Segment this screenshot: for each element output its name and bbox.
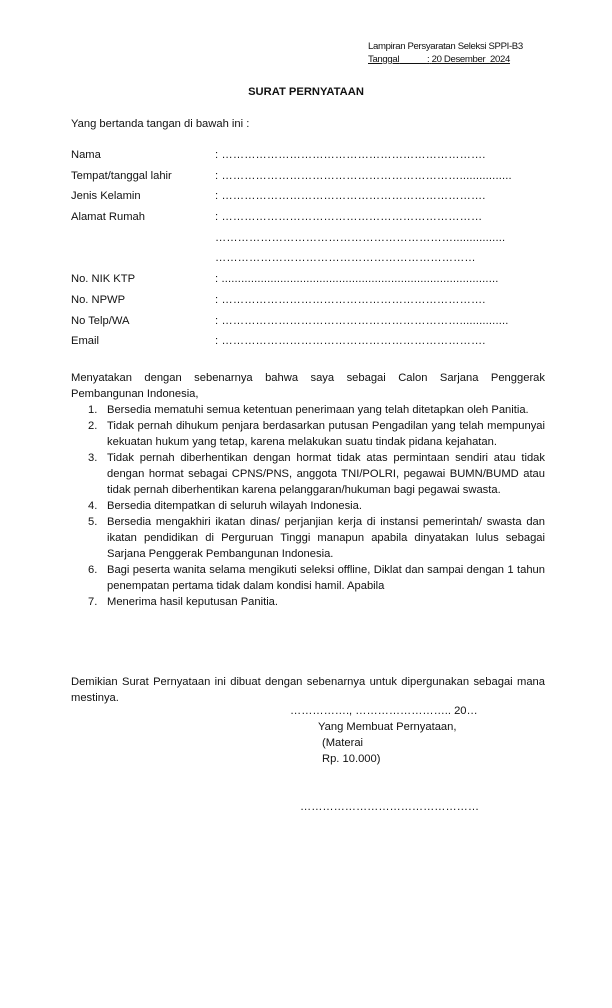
stamp-label-line1: (Materai bbox=[322, 737, 364, 749]
date-line bbox=[368, 53, 523, 66]
list-number: 4. bbox=[88, 500, 98, 512]
list-text: Menerima hasil keputusan Panitia. bbox=[107, 596, 279, 608]
list-item bbox=[88, 562, 545, 594]
field-blank: : ……………………………………………………………. bbox=[215, 149, 486, 161]
field-label: No Telp/WA bbox=[71, 314, 130, 327]
place-date-line: ……………., …………………….. 20… bbox=[290, 705, 478, 717]
list-number: 5. bbox=[88, 516, 98, 528]
field-label: Nama bbox=[71, 149, 101, 161]
closing-text: Demikian Surat Pernyataan ini dibuat dengan sebenarnya untuk dipergunakan sebagai mana mestinya. bbox=[71, 676, 545, 704]
list-text: Bersedia ditempatkan di seluruh wilayah Indonesia. bbox=[107, 500, 362, 512]
stamp-label-line2: Rp. 10.000) bbox=[322, 753, 381, 765]
field-blank: …………………………………………………………… bbox=[215, 252, 476, 265]
statement-intro: Menyatakan dengan sebenarnya bahwa saya sebagai Calon Sarjana Penggerak Pembangunan Indonesia, bbox=[71, 372, 545, 400]
list-item bbox=[88, 594, 545, 610]
field-blank: ………………………………………………………................ bbox=[215, 231, 506, 244]
list-item bbox=[88, 418, 545, 450]
attachment-label: Lampiran Persyaratan Seleksi SPPI-B3 bbox=[368, 41, 523, 52]
field-blank: : ..................................................................................... bbox=[215, 273, 499, 286]
field-label: Email bbox=[71, 335, 99, 348]
list-item bbox=[88, 450, 545, 498]
list-number: 7. bbox=[88, 596, 98, 608]
intro-text: Yang bertanda tangan di bawah ini : bbox=[71, 118, 250, 130]
field-blank: : ………………………………………………………............... bbox=[215, 314, 509, 327]
date-value: 20 Desember 2024 bbox=[431, 54, 510, 65]
list-number: 3. bbox=[88, 452, 98, 464]
field-blank: : ……………………………………………………………. bbox=[215, 335, 486, 348]
signature-name-line: ………………………………………… bbox=[300, 801, 479, 813]
list-text: Bagi peserta wanita selama mengikuti seleksi offline, Diklat dan sampai dengan 1 tahun penempatan pertama tidak dalam kondisi hamil. Apabila bbox=[107, 564, 545, 592]
list-item bbox=[88, 498, 545, 514]
list-number: 1. bbox=[88, 404, 98, 416]
page-title: SURAT PERNYATAAN bbox=[248, 86, 364, 98]
statement-list bbox=[88, 402, 545, 610]
field-blank: : ………………………………………………………................ bbox=[215, 169, 512, 182]
field-label: Tempat/tanggal lahir bbox=[71, 169, 172, 182]
field-blank: : ……………………………………………………………. bbox=[215, 293, 486, 306]
signature-maker-label: Yang Membuat Pernyataan, bbox=[318, 721, 457, 733]
document-header bbox=[368, 40, 523, 66]
list-item bbox=[88, 402, 545, 418]
list-text: Bersedia mengakhiri ikatan dinas/ perjanjian kerja di instansi pemerintah/ swasta dan ikatan pendidikan di Perguruan Tinggi manapun apabila dinyatakan lulus sebagai Sarjana Penggerak Pembangunan Indonesia. bbox=[107, 516, 545, 560]
date-label: Tanggal bbox=[368, 54, 400, 65]
field-blank: : …………………………………………………………… bbox=[215, 211, 483, 224]
list-item bbox=[88, 514, 545, 562]
field-blank: : ……………………………………………………………. bbox=[215, 190, 486, 203]
date-separator: : bbox=[426, 54, 430, 65]
list-text: Tidak pernah diberhentikan dengan hormat tidak atas permintaan sendiri atau tidak dengan hormat sebagai CPNS/PNS, anggota TNI/POLRI, pegawai BUMN/BUMD atau tidak pernah diberhentikan karena pelanggaran/hukuman bagi pegawai swasta. bbox=[107, 452, 545, 496]
list-text: Bersedia mematuhi semua ketentuan penerimaan yang telah ditetapkan oleh Panitia. bbox=[107, 404, 529, 416]
field-label: Alamat Rumah bbox=[71, 211, 145, 224]
field-label: No. NPWP bbox=[71, 293, 126, 306]
list-number: 2. bbox=[88, 420, 98, 432]
list-text: Tidak pernah dihukum penjara berdasarkan putusan Pengadilan yang telah mempunyai kekuatan hukum yang tetap, karena melakukan suatu tindak pidana kejahatan. bbox=[107, 420, 545, 448]
field-label: No. NIK KTP bbox=[71, 273, 136, 286]
list-number: 6. bbox=[88, 564, 98, 576]
field-label: Jenis Kelamin bbox=[71, 190, 141, 203]
